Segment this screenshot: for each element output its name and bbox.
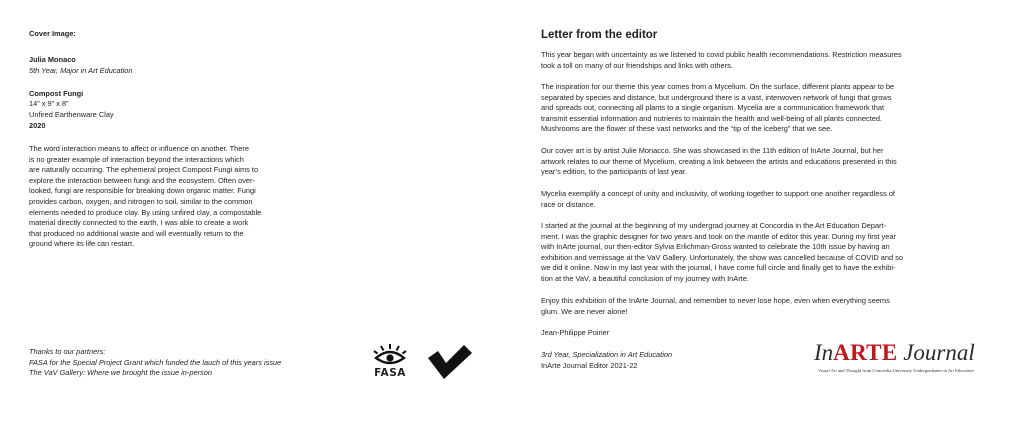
letter-line: with InArte journal, our then-editor Sylvia Erlichman-Gross wanted to celebrate the 10th issue by having an [541, 242, 890, 252]
statement-line: elements needed to produce clay. By using unfired clay, a compostable [29, 207, 262, 217]
statement-line: The word interaction means to affect or influence on another. There [29, 144, 249, 153]
letter-line: I started at the journal at the beginning of my undergrad journey at Concordia in the Art Education Depart- [541, 221, 887, 230]
letter-paragraph [541, 146, 897, 178]
statement-line: is no greater example of interaction beyond the interactions which [29, 154, 244, 164]
artist-statement [29, 144, 261, 250]
letter-line: tion at the VaV, a beautiful conclusion of my journey with InArte. [541, 273, 749, 283]
work-year: 2020 [29, 121, 46, 130]
signature-title: InArte Journal Editor 2021-22 [541, 361, 638, 370]
statement-line: material directly connected to the earth, I was able to create a work [29, 218, 249, 228]
thanks-fasa: FASA for the Special Project Grant which funded the lauch of this years issue [29, 357, 282, 367]
artist-program: 5th Year, Major in Art Education [29, 66, 133, 75]
work-title: Compost Fungi [29, 89, 84, 98]
letter-line: we did it online. Now in my last year with the journal, I have come full circle and finally get to have the exhibi- [541, 263, 896, 273]
letter-line: year’s edition, to the participants of last year. [541, 167, 687, 177]
letter-line: took a toll on many of our friendships and links with others. [541, 60, 733, 70]
letter-line: glum. We are never alone! [541, 306, 628, 316]
logo-wordmark [814, 340, 975, 366]
signature-role: 3rd Year, Specialization in Art Education [541, 350, 673, 359]
right-page [512, 0, 1024, 422]
letter-line: race or distance. [541, 199, 596, 209]
cover-image-label: Cover Image: [29, 29, 76, 38]
fasa-logo [368, 343, 412, 383]
signature-name: Jean-Philippe Poirier [541, 328, 610, 337]
logo-suffix: Journal [897, 340, 975, 365]
work-dimensions: 14” x 9” x 8” [29, 99, 69, 108]
statement-line: that produced no additional waste and will eventually return to the [29, 228, 244, 238]
thanks-vav: The VaV Gallery: Where we brought the issue in-person [29, 368, 212, 378]
letter-line: Our cover art is by artist Julie Monacco. She was showcased in the 11th edition of InArte Journal, but her [541, 146, 884, 155]
letter-line: Enjoy this exhibition of the InArte Journal, and remember to never lose hope, even when everything seems [541, 296, 890, 305]
statement-line: explore the interaction between fungi and the ecosystem. Often over- [29, 175, 255, 185]
statement-line: provides carbon, oxygen, and nitrogen to soil, similar to the common [29, 196, 253, 206]
letter-line: Mushrooms are the flower of these vast networks and the “tip of the iceberg” that we see. [541, 124, 833, 134]
letter-line: exhibition and vernissage at the VaV Gallery. Unfortunately, the show was cancelled because of COVID and so [541, 252, 903, 262]
letter-paragraph [541, 221, 903, 285]
thanks-heading: Thanks to our partners: [29, 347, 106, 356]
letter-line: and spreads out, connecting all plants to a single organism. Mycelia are a communication framework that [541, 103, 885, 113]
logo-highlight: ARTE [833, 340, 898, 365]
letter-line: Mycelia exemplify a concept of unity and inclusivity, of working together to support one another regardless of [541, 189, 895, 198]
statement-line: are naturally occurring. The ephemeral project Compost Fungi aims to [29, 165, 259, 175]
logo-tagline: Visual Art and Thought from Concordia University Undergraduates in Art Education [818, 368, 974, 373]
fasa-logo-text: FASA [374, 367, 406, 379]
letter-line: separated by species and distance, but underground there is a vast, interwoven network of fungi that grows [541, 92, 892, 102]
letter-paragraph [541, 296, 890, 317]
letter-line: This year began with uncertainty as we listened to covid public health recommendations. Restriction measures [541, 50, 902, 59]
letter-paragraph [541, 82, 894, 135]
work-medium: Unfired Earthenware Clay [29, 110, 114, 119]
vav-gallery-logo [428, 345, 472, 379]
eye-icon [368, 343, 412, 369]
letter-paragraph [541, 189, 895, 210]
logo-prefix: In [814, 340, 834, 365]
letter-line: artwork relates to our theme of Mycelium, creating a link between the artists and educations presented in this [541, 156, 897, 166]
artist-name: Julia Monaco [29, 55, 76, 64]
letter-line: transmit essential information and nutrients to maintain the health and well-being of all plants connected. [541, 113, 882, 123]
letter-line: The inspiration for our theme this year comes from a Mycelium. On the surface, different plants appear to be [541, 82, 895, 91]
letter-paragraph [541, 50, 902, 71]
statement-line: looked, fungi are responsible for breaking down organic matter. Fungi [29, 186, 256, 196]
thanks-section [29, 347, 281, 379]
letter-heading: Letter from the editor [541, 29, 658, 41]
letter-line: ment. I was the graphic designer for two years and took on the mantle of editor this year. During my first year [541, 231, 896, 241]
statement-line: ground where its life can restart. [29, 239, 135, 249]
inarte-journal-logo [814, 340, 1014, 380]
